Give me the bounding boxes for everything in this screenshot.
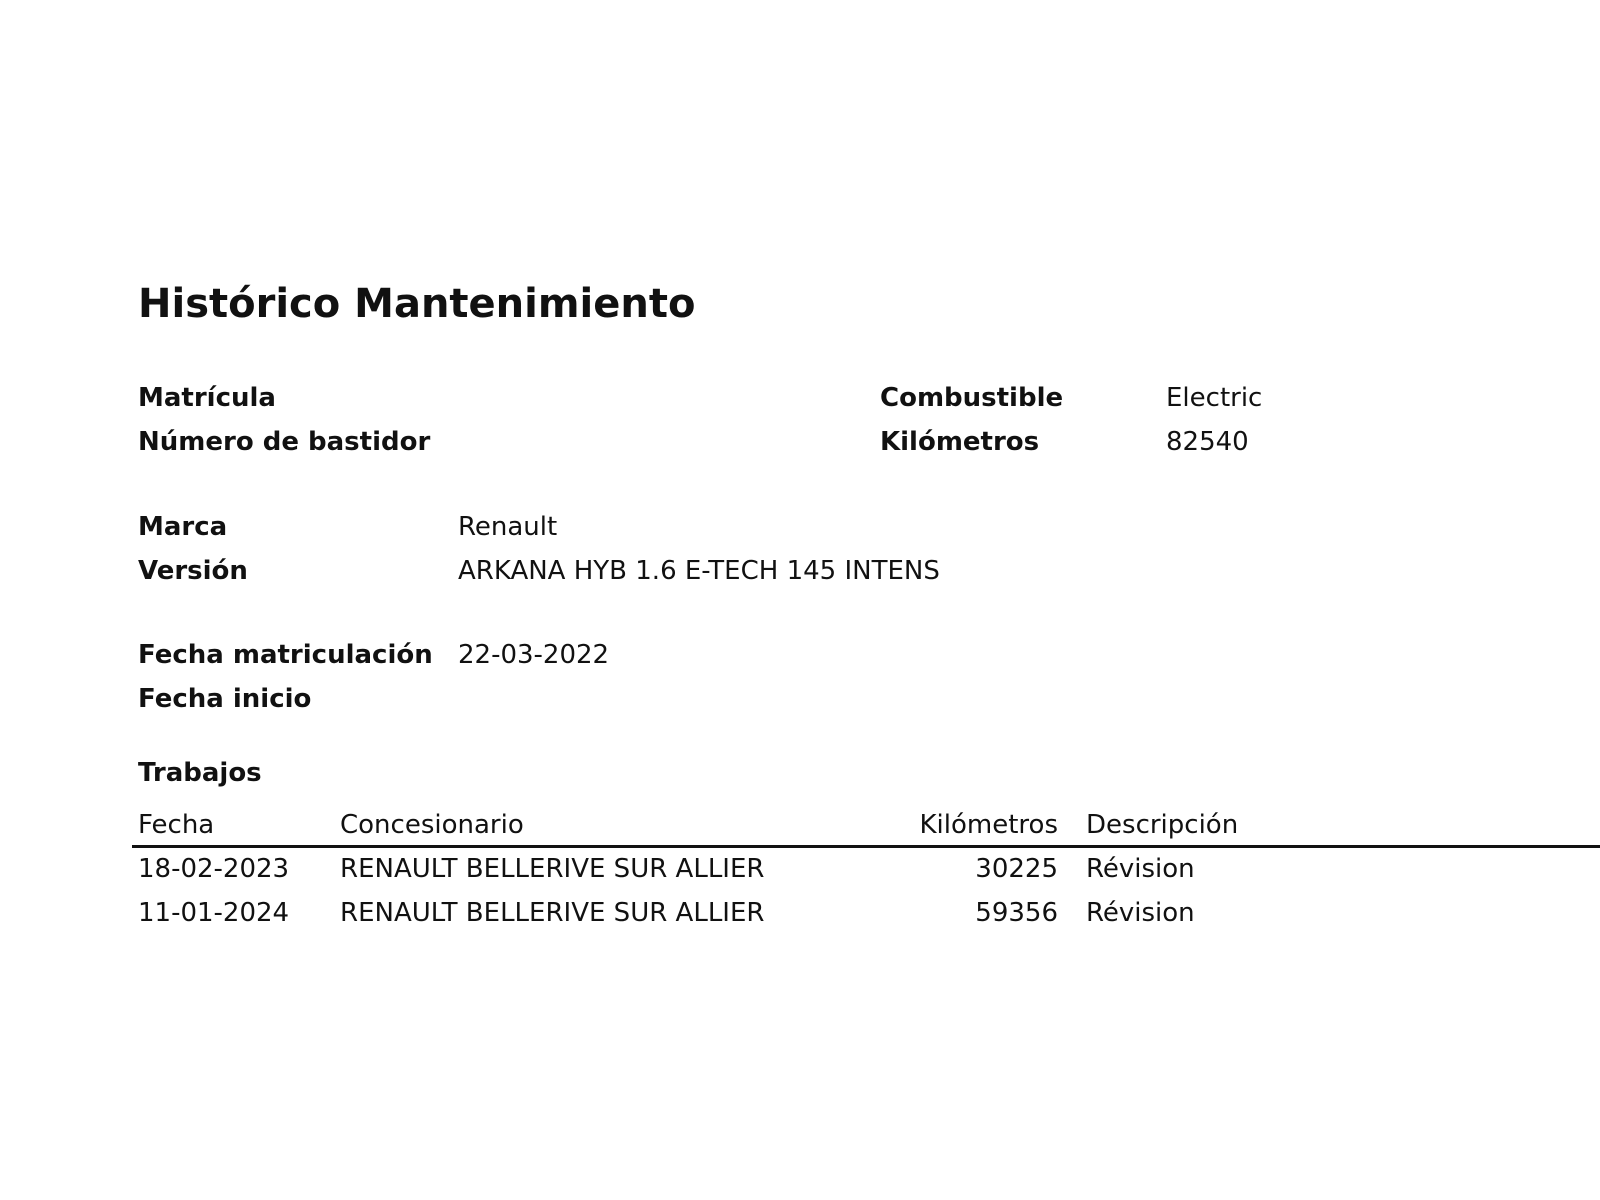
matricula-label: Matrícula <box>138 383 276 413</box>
column-header-descripcion: Descripción <box>1086 810 1239 840</box>
row-descripcion: Révision <box>1086 854 1195 884</box>
row-fecha: 18-02-2023 <box>138 854 290 884</box>
trabajos-heading: Trabajos <box>138 758 262 788</box>
row-fecha: 11-01-2024 <box>138 898 290 928</box>
row-descripcion: Révision <box>1086 898 1195 928</box>
marca-label: Marca <box>138 512 228 542</box>
column-header-concesionario: Concesionario <box>340 810 524 840</box>
bastidor-label: Número de bastidor <box>138 427 431 457</box>
fecha-inicio-label: Fecha inicio <box>138 684 312 714</box>
combustible-value: Electric <box>1166 383 1263 413</box>
page-title: Histórico Mantenimiento <box>138 281 696 327</box>
kilometros-value: 82540 <box>1166 427 1249 457</box>
version-value: ARKANA HYB 1.6 E-TECH 145 INTENS <box>458 556 940 586</box>
fecha-matriculacion-label: Fecha matriculación <box>138 640 433 670</box>
row-concesionario: RENAULT BELLERIVE SUR ALLIER <box>340 854 765 884</box>
column-header-kilometros: Kilómetros <box>919 810 1058 840</box>
row-kilometros: 30225 <box>975 854 1058 884</box>
column-header-fecha: Fecha <box>138 810 215 840</box>
row-concesionario: RENAULT BELLERIVE SUR ALLIER <box>340 898 765 928</box>
row-kilometros: 59356 <box>975 898 1058 928</box>
combustible-label: Combustible <box>880 383 1064 413</box>
kilometros-label: Kilómetros <box>880 427 1040 457</box>
fecha-matriculacion-value: 22-03-2022 <box>458 640 610 670</box>
table-header-divider <box>132 845 1600 848</box>
version-label: Versión <box>138 556 248 586</box>
marca-value: Renault <box>458 512 558 542</box>
